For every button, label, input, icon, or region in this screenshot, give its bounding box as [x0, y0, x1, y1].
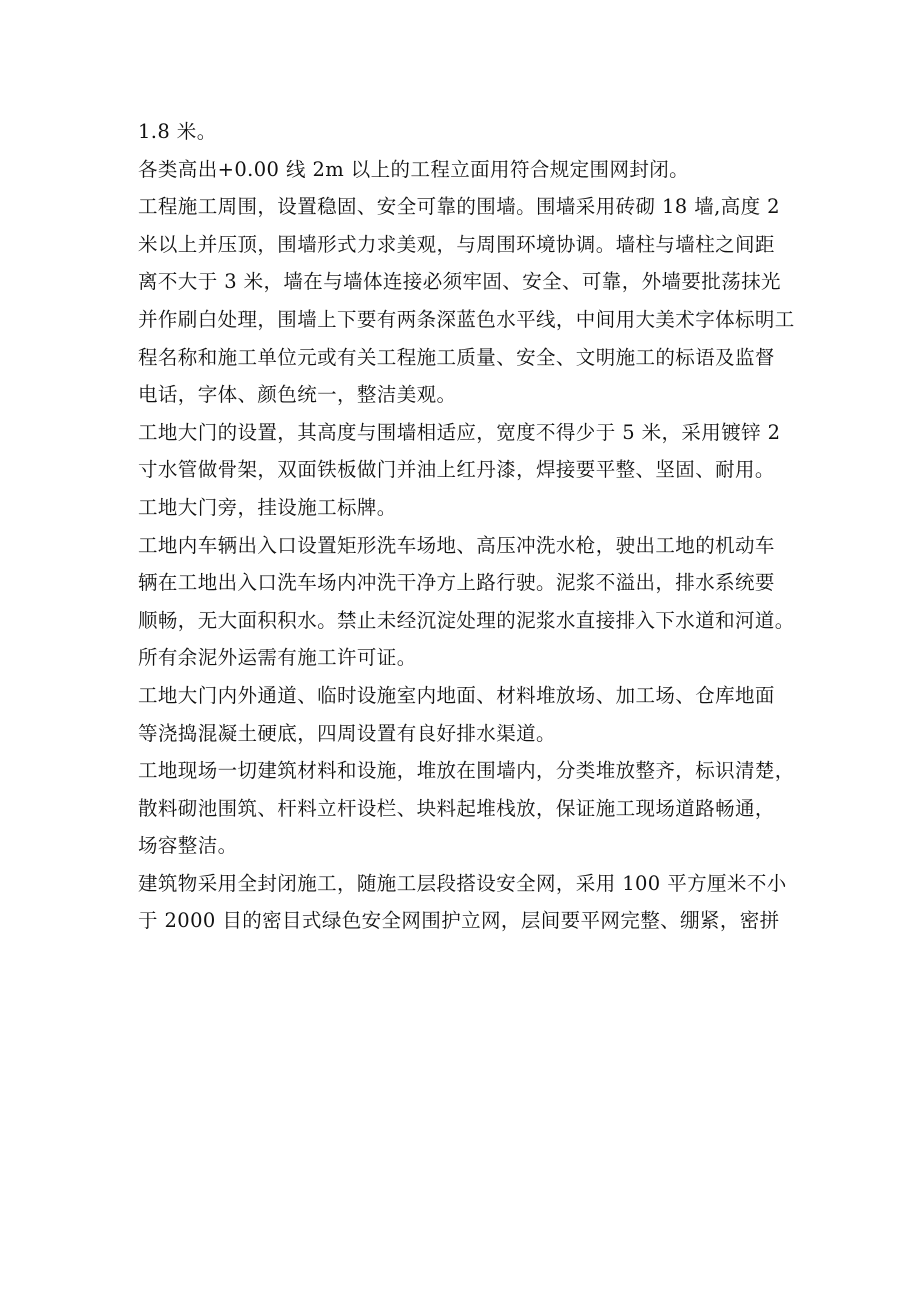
- text-line: 顺畅，无大面积积水。禁止未经沉淀处理的泥浆水直接排入下水道和河道。: [138, 608, 795, 632]
- text-line: 工地现场一切建筑材料和设施，堆放在围墙内，分类堆放整齐，标识清楚，: [138, 759, 795, 783]
- text-line: 等浇捣混凝土硬底，四周设置有良好排水渠道。: [138, 721, 556, 745]
- text-line: 工地大门的设置，其高度与围墙相适应，宽度不得少于 5 米，采用镀锌 2: [138, 420, 781, 444]
- text-line: 工地大门内外通道、临时设施室内地面、材料堆放场、加工场、仓库地面: [138, 683, 775, 707]
- text-line: 工程施工周围，设置稳固、安全可靠的围墙。围墙采用砖砌 18 墙,高度 2: [138, 195, 780, 219]
- text-line: 寸水管做骨架，双面铁板做门并油上红丹漆，焊接要平整、坚固、耐用。: [138, 458, 775, 482]
- text-line: 于 2000 目的密目式绿色安全网围护立网，层间要平网完整、绷紧，密拼: [138, 909, 780, 933]
- text-line: 1.8 米。: [138, 120, 217, 143]
- text-line: 散料砌池围筑、杆料立杆设栏、块料起堆栈放，保证施工现场道路畅通，: [138, 796, 775, 820]
- text-line: 程名称和施工单位元或有关工程施工质量、安全、文明施工的标语及监督: [138, 345, 775, 369]
- text-line: 辆在工地出入口洗车场内冲洗干净方上路行驶。泥浆不溢出，排水系统要: [138, 571, 775, 595]
- text-line: 电话，字体、颜色统一，整洁美观。: [138, 383, 457, 407]
- text-line: 离不大于 3 米，墙在与墙体连接必须牢固、安全、可靠，外墙要批荡抹光: [138, 270, 781, 294]
- text-line: 工地大门旁，挂设施工标牌。: [138, 495, 397, 519]
- text-line: 米以上并压顶，围墙形式力求美观，与周围环境协调。墙柱与墙柱之间距: [138, 232, 775, 256]
- text-line: 各类高出+0.00 线 2m 以上的工程立面用符合规定围网封闭。: [138, 157, 690, 181]
- text-line: 所有余泥外运需有施工许可证。: [138, 646, 417, 670]
- text-line: 建筑物采用全封闭施工，随施工层段搭设安全网，采用 100 平方厘米不小: [138, 871, 787, 895]
- text-line: 工地内车辆出入口设置矩形洗车场地、高压冲洗水枪，驶出工地的机动车: [138, 533, 775, 557]
- document-body: [138, 118, 795, 945]
- text-line: 场容整洁。: [138, 834, 238, 858]
- text-line: 并作刷白处理，围墙上下要有两条深蓝色水平线，中间用大美术字体标明工: [138, 307, 795, 331]
